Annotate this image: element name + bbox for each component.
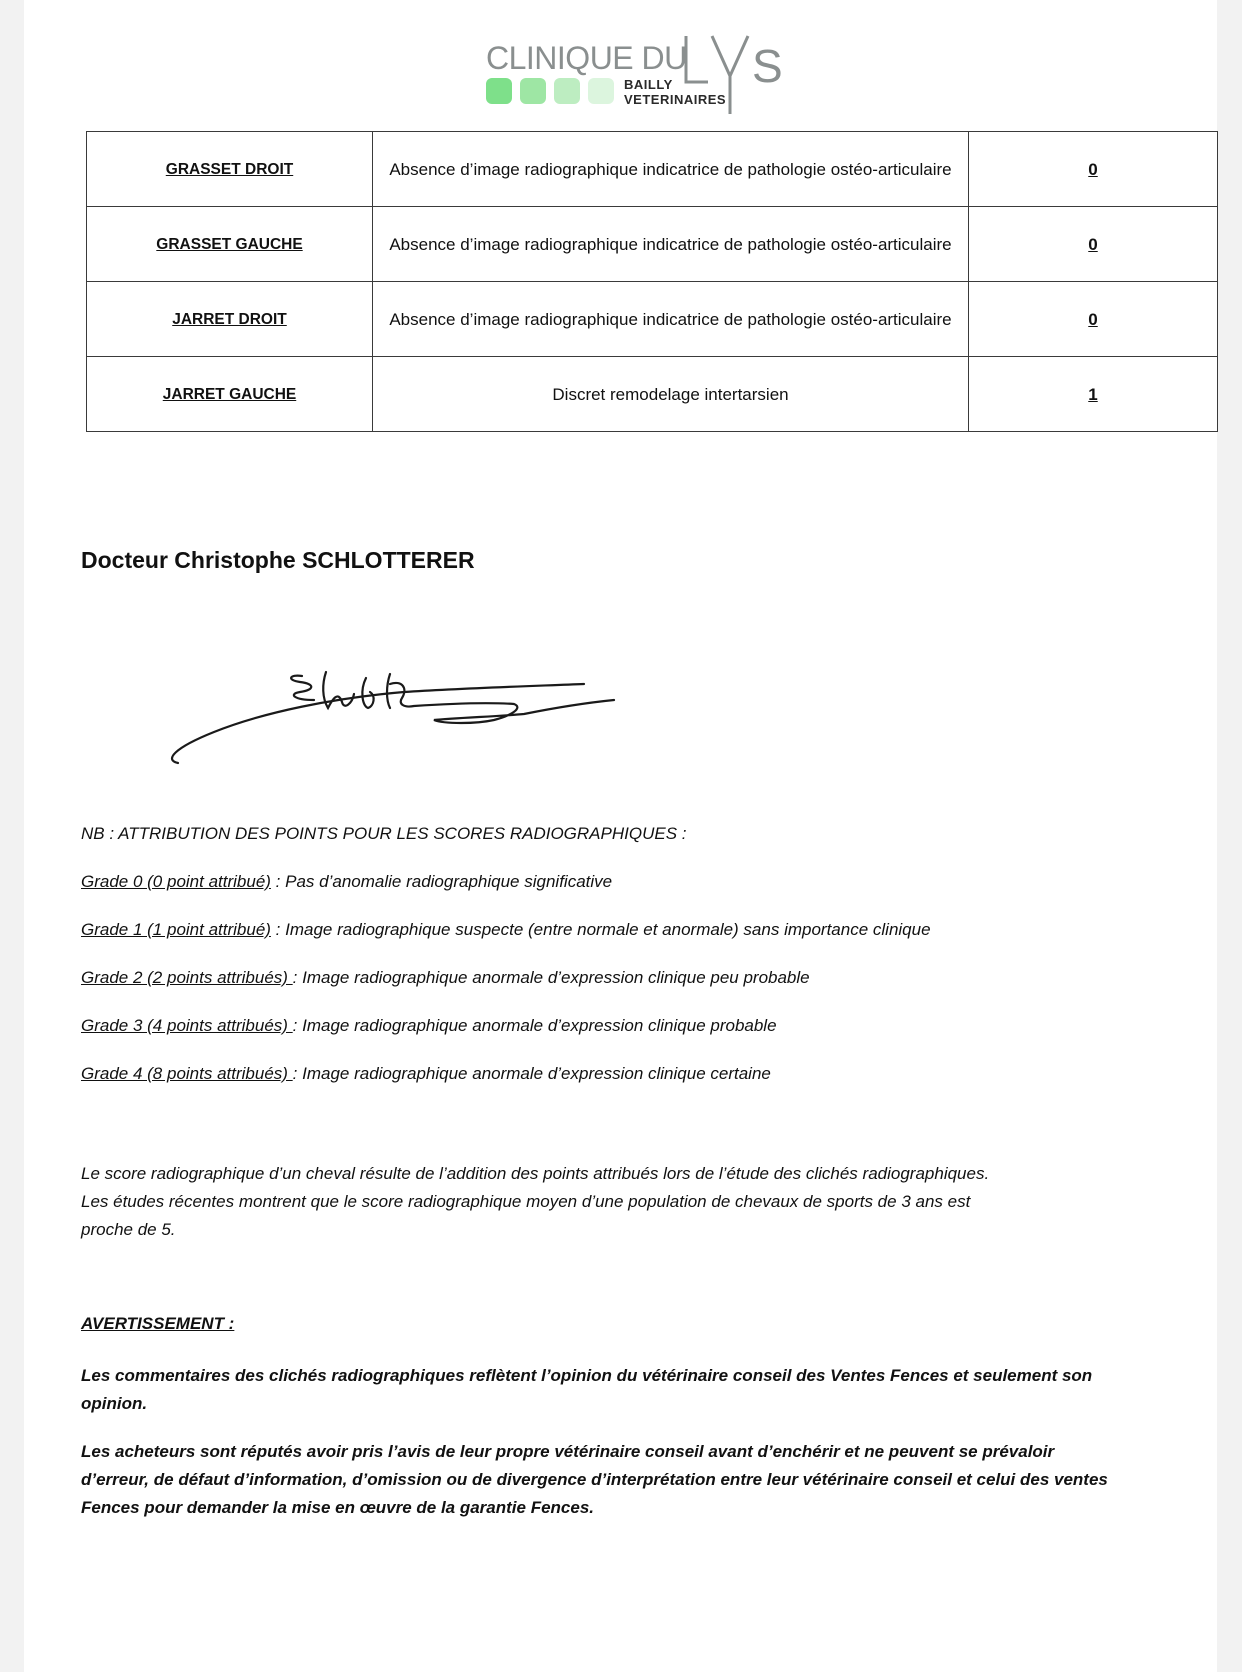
- grade-2-line: [81, 968, 810, 988]
- table-row: [87, 357, 1218, 432]
- description-cell: Discret remodelage intertarsien: [373, 357, 969, 432]
- grade-text: : Image radiographique suspecte (entre normale et anormale) sans importance clinique: [270, 920, 931, 939]
- score-cell: [969, 357, 1218, 432]
- warning-paragraph-1: Les commentaires des clichés radiographiques reflètent l’opinion du vétérinaire conseil des Ventes Fences et seulement son opinion.: [81, 1366, 1093, 1413]
- table-row: [87, 207, 1218, 282]
- description-cell: Absence d’image radiographique indicatrice de pathologie ostéo-articulaire: [373, 282, 969, 357]
- warning-title: AVERTISSEMENT :: [81, 1314, 235, 1333]
- grade-label: Grade 4 (8 points attribués): [81, 1064, 293, 1083]
- clinic-logo: [486, 30, 816, 120]
- grade-label: Grade 2 (2 points attribués): [81, 968, 293, 987]
- score-value: 0: [1088, 234, 1098, 254]
- table-row: [87, 132, 1218, 207]
- description-cell: Absence d’image radiographique indicatrice de pathologie ostéo-articulaire: [373, 132, 969, 207]
- document-page: [24, 0, 1217, 1672]
- zone-cell: [87, 207, 373, 282]
- nb-title: NB : ATTRIBUTION DES POINTS POUR LES SCORES RADIOGRAPHIQUES :: [81, 824, 687, 843]
- warning-paragraph-2: Les acheteurs sont réputés avoir pris l’avis de leur propre vétérinaire conseil avant d’enchérir et ne peuvent se prévaloir d’erreur, de défaut d’information, d’omission ou de divergence d’interprétation entre leur vétérinaire conseil et celui des ventes Fences pour demander la mise en œuvre de la garantie Fences.: [81, 1442, 1108, 1517]
- grade-3-line: [81, 1016, 777, 1036]
- score-value: 1: [1088, 384, 1098, 404]
- logo-lys-s: S: [752, 40, 783, 92]
- logo-lys-l: [686, 36, 708, 82]
- score-paragraph-line2: Les études récentes montrent que le score radiographique moyen d’une population de chevaux de sports de 3 ans est: [81, 1192, 971, 1211]
- logo-clinique-text: CLINIQUE DU: [486, 40, 687, 76]
- score-cell: [969, 207, 1218, 282]
- zone-label: JARRET GAUCHE: [162, 386, 297, 403]
- zone-label: GRASSET GAUCHE: [156, 236, 303, 253]
- grade-0-line: [81, 872, 612, 892]
- logo-square-2: [520, 78, 546, 104]
- doctor-name: Docteur Christophe SCHLOTTERER: [81, 547, 475, 573]
- results-table-body: [87, 132, 1218, 432]
- logo-square-4: [588, 78, 614, 104]
- score-explanation-paragraph: [81, 1160, 1141, 1244]
- score-value: 0: [1088, 309, 1098, 329]
- grade-text: : Pas d’anomalie radiographique significative: [270, 872, 613, 891]
- score-paragraph-line1: Le score radiographique d’un cheval résulte de l’addition des points attribués lors de l’étude des clichés radiographiques.: [81, 1164, 990, 1183]
- logo-lys-mark: [678, 30, 788, 118]
- zone-cell: [87, 282, 373, 357]
- grade-text: : Image radiographique anormale d’expression clinique peu probable: [292, 968, 810, 987]
- handwritten-signature: [104, 620, 644, 790]
- logo-bailly-line1: BAILLY: [624, 77, 673, 92]
- logo-square-1: [486, 78, 512, 104]
- zone-cell: [87, 132, 373, 207]
- description-cell: Absence d’image radiographique indicatrice de pathologie ostéo-articulaire: [373, 207, 969, 282]
- grade-label: Grade 3 (4 points attribués): [81, 1016, 293, 1035]
- grade-label: Grade 1 (1 point attribué): [81, 920, 271, 939]
- logo-lys-y: [712, 36, 748, 114]
- score-cell: [969, 282, 1218, 357]
- logo-square-3: [554, 78, 580, 104]
- grade-text: : Image radiographique anormale d’expression clinique probable: [292, 1016, 777, 1035]
- zone-cell: [87, 357, 373, 432]
- score-value: 0: [1088, 159, 1098, 179]
- score-paragraph-line3: proche de 5.: [81, 1220, 176, 1239]
- grade-label: Grade 0 (0 point attribué): [81, 872, 271, 891]
- table-row: [87, 282, 1218, 357]
- logo-bailly-line2: VETERINAIRES: [624, 92, 727, 107]
- score-cell: [969, 132, 1218, 207]
- grade-1-line: [81, 920, 931, 940]
- zone-label: JARRET DROIT: [172, 311, 287, 328]
- grade-text: : Image radiographique anormale d’expression clinique certaine: [292, 1064, 771, 1083]
- grade-4-line: [81, 1064, 771, 1084]
- zone-label: GRASSET DROIT: [165, 161, 294, 178]
- radiography-results-table: [86, 131, 1218, 432]
